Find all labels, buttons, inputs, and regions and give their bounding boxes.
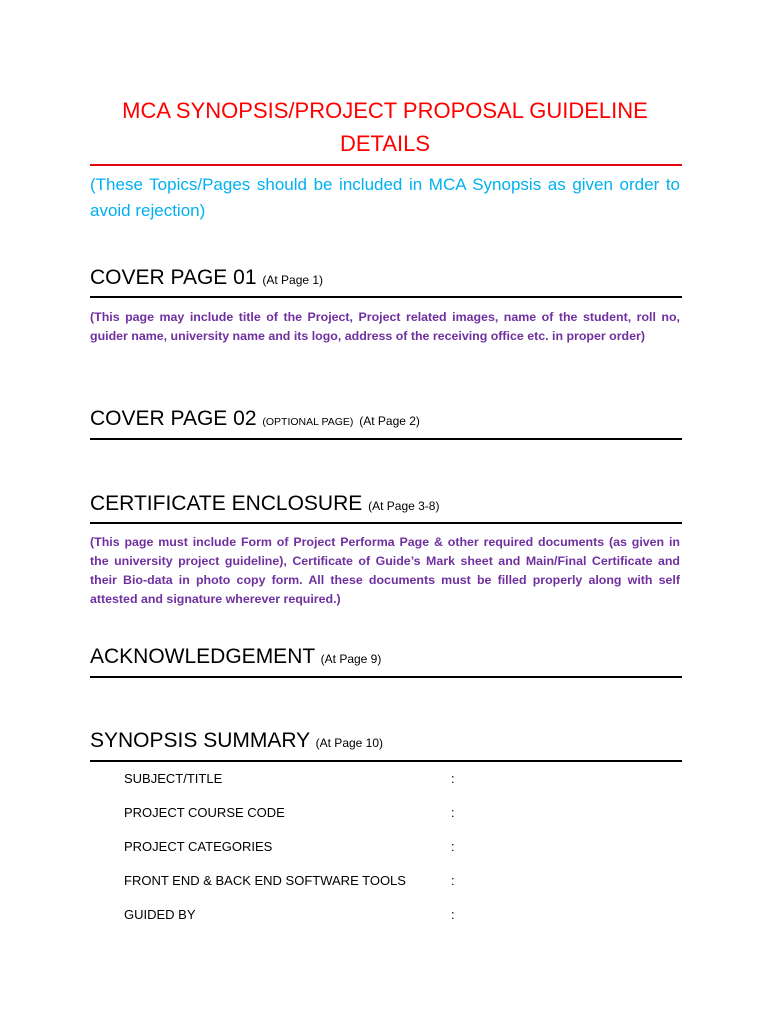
heading-acknowledgement <box>90 644 682 672</box>
section-divider <box>90 522 682 524</box>
summary-label: GUIDED BY <box>124 907 196 922</box>
section-divider <box>90 676 682 678</box>
summary-colon: : <box>451 771 455 786</box>
heading-text: COVER PAGE 01 <box>90 266 257 289</box>
summary-colon: : <box>451 873 455 888</box>
section-divider <box>90 438 682 440</box>
summary-colon: : <box>451 839 455 854</box>
summary-colon: : <box>451 805 455 820</box>
optional-label: (OPTIONAL PAGE) <box>262 416 354 428</box>
section-divider <box>90 760 682 762</box>
summary-label: SUBJECT/TITLE <box>124 771 223 786</box>
page-reference: (At Page 10) <box>315 736 384 750</box>
summary-label: PROJECT COURSE CODE <box>124 805 285 820</box>
page-reference: (At Page 2) <box>359 414 420 428</box>
page-reference: (At Page 9) <box>320 652 382 666</box>
summary-label: FRONT END & BACK END SOFTWARE TOOLS <box>124 873 406 888</box>
heading-cover-page-01 <box>90 265 682 293</box>
note-cover-page-01: (This page may include title of the Project, Project related images, name of the student, roll no, guider name, university name and its logo, address of the receiving office etc. in proper order) <box>90 310 680 343</box>
document-title: MCA SYNOPSIS/PROJECT PROPOSAL GUIDELINE DETAILS <box>122 98 648 156</box>
heading-synopsis-summary <box>90 728 682 756</box>
heading-certificate-enclosure <box>90 491 682 519</box>
heading-text: COVER PAGE 02 <box>90 407 257 430</box>
note-certificate-enclosure: (This page must include Form of Project Performa Page & other required documents (as given in the university project guideline), Certificate of Guide’s Mark sheet and Main/Final Certificate and their Bio-data in photo copy form. All these documents must be filled properly along with self attested and signature wherever required.) <box>90 535 680 606</box>
summary-colon: : <box>451 907 455 922</box>
heading-text: SYNOPSIS SUMMARY <box>90 729 310 752</box>
page-reference: (At Page 3-8) <box>368 499 440 513</box>
intro-text: (These Topics/Pages should be included in MCA Synopsis as given order to avoid rejection) <box>90 175 680 220</box>
page-reference: (At Page 1) <box>262 273 324 287</box>
heading-text: ACKNOWLEDGEMENT <box>90 645 315 668</box>
title-divider <box>90 164 682 166</box>
summary-label: PROJECT CATEGORIES <box>124 839 273 854</box>
heading-cover-page-02 <box>90 406 682 435</box>
heading-text: CERTIFICATE ENCLOSURE <box>90 492 363 515</box>
section-divider <box>90 296 682 298</box>
